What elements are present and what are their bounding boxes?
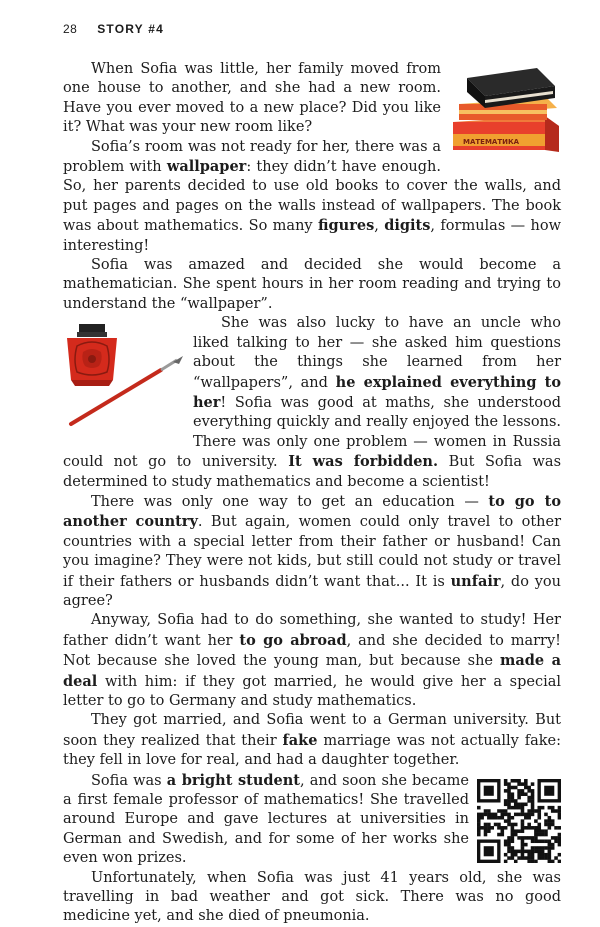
qr-module (521, 812, 525, 816)
qr-module (477, 816, 481, 820)
qr-module (511, 792, 515, 796)
qr-module (524, 785, 528, 789)
qr-module (521, 822, 525, 826)
paragraph-8: Sofia was a bright student, and soon she became a first female professor of mathematics! She travelled around Europe and gave lectures at universities in German and Swedish, and for some of her works she even won prizes. (63, 771, 469, 867)
qr-module (497, 822, 501, 826)
qr-module (514, 853, 518, 857)
paragraph-9: Unfortunately, when Sofia was just 41 years old, she was travelling in bad weather and got sick. There was no good medicine yet, and she died of pneumonia. (63, 869, 561, 925)
qr-module (511, 829, 515, 833)
qr-module (517, 795, 521, 799)
qr-module (521, 819, 525, 823)
qr-module (524, 792, 528, 796)
qr-module (521, 782, 525, 786)
paragraph-3: Sofia was amazed and decided she would become a mathematician. She spent hours in her room reading and trying to understand the “wallpaper”. (63, 257, 561, 312)
paragraph-7: They got married, and Sofia went to a German university. But soon they realized that their fake marriage was not actually fake: they fell in love for real, and had a daughter together. (63, 712, 561, 769)
qr-module (537, 856, 541, 860)
qr-module (527, 795, 531, 799)
qr-module (541, 849, 545, 853)
qr-module (521, 802, 525, 806)
qr-module (527, 816, 531, 820)
qr-module (551, 806, 555, 810)
qr-module (477, 829, 481, 833)
inkwell-quill-icon (63, 320, 185, 432)
qr-module (531, 836, 535, 840)
qr-module (527, 822, 531, 826)
qr-module (548, 816, 552, 820)
paragraph-6: Anyway, Sofia had to do something, she wanted to study! Her father didn’t want her to go abroad, and she decided to marry! Not because she loved the young man, but because she made a deal with him: if they got married, he would give her a special letter to go to Germany and study mathematics. (63, 612, 562, 709)
qr-module (527, 853, 531, 857)
qr-module (531, 839, 535, 843)
qr-module (554, 836, 558, 840)
qr-module (524, 836, 528, 840)
qr-module (514, 849, 518, 853)
qr-module (531, 792, 535, 796)
qr-module (514, 802, 518, 806)
qr-module (521, 806, 525, 810)
page-header (63, 22, 164, 36)
qr-module (501, 809, 505, 813)
qr-module (537, 829, 541, 833)
qr-module (514, 812, 518, 816)
qr-module (504, 799, 508, 803)
qr-module (504, 802, 508, 806)
qr-module (531, 859, 535, 862)
qr-module (514, 806, 518, 810)
qr-module (558, 842, 561, 846)
qr-module (524, 779, 528, 783)
qr-module (507, 782, 511, 786)
qr-module (558, 839, 561, 843)
qr-module (514, 779, 518, 783)
qr-module (517, 806, 521, 810)
qr-module (490, 816, 494, 820)
qr-module (537, 832, 541, 836)
qr-module (507, 799, 511, 803)
qr-module (551, 846, 555, 850)
qr-module (537, 822, 541, 826)
qr-module (507, 819, 511, 823)
qr-module (521, 789, 525, 793)
qr-module (504, 819, 508, 823)
qr-module (527, 859, 531, 862)
qr-module (521, 842, 525, 846)
qr-module (521, 839, 525, 843)
qr-module (517, 782, 521, 786)
qr-module (524, 782, 528, 786)
qr-module (527, 856, 531, 860)
qr-module (537, 816, 541, 820)
qr-module (531, 802, 535, 806)
qr-module (548, 853, 552, 857)
book-label: МАТЕМАТИКА (463, 138, 520, 146)
qr-module (544, 839, 548, 843)
qr-module (521, 856, 525, 860)
qr-module (531, 826, 535, 830)
qr-module (544, 812, 548, 816)
qr-module (504, 853, 508, 857)
qr-module (531, 853, 535, 857)
qr-module (487, 816, 491, 820)
qr-module (507, 789, 511, 793)
qr-module (554, 826, 558, 830)
qr-module (484, 809, 488, 813)
qr-module (477, 822, 481, 826)
qr-module (504, 782, 508, 786)
qr-module (537, 826, 541, 830)
qr-module (524, 816, 528, 820)
qr-module (524, 812, 528, 816)
qr-module (507, 842, 511, 846)
qr-module (554, 856, 558, 860)
qr-module (494, 822, 498, 826)
qr-module (544, 856, 548, 860)
qr-module (517, 802, 521, 806)
qr-module (537, 849, 541, 853)
story-label: STORY #4 (97, 22, 164, 36)
qr-module (511, 832, 515, 836)
qr-module (507, 806, 511, 810)
qr-module (537, 812, 541, 816)
qr-module (490, 812, 494, 816)
qr-module (511, 816, 515, 820)
qr-module (511, 853, 515, 857)
qr-module (504, 779, 508, 783)
qr-module (544, 832, 548, 836)
qr-module (548, 826, 552, 830)
qr-module (558, 853, 561, 857)
qr-module (487, 829, 491, 833)
qr-module (558, 812, 561, 816)
qr-module (534, 859, 538, 862)
qr-module (517, 856, 521, 860)
qr-module (494, 812, 498, 816)
qr-module (517, 789, 521, 793)
qr-module (548, 842, 552, 846)
qr-module (484, 826, 488, 830)
qr-module (501, 829, 505, 833)
qr-module (507, 816, 511, 820)
qr-module (501, 812, 505, 816)
qr-module (511, 822, 515, 826)
qr-module (521, 846, 525, 850)
qr-module (507, 839, 511, 843)
qr-module (534, 839, 538, 843)
qr-module (501, 816, 505, 820)
qr-module (507, 795, 511, 799)
qr-module (517, 836, 521, 840)
qr-module (521, 829, 525, 833)
qr-module (527, 789, 531, 793)
qr-module (534, 826, 538, 830)
qr-module (477, 826, 481, 830)
qr-module (554, 839, 558, 843)
qr-module (511, 785, 515, 789)
qr-module (551, 809, 555, 813)
qr-module (537, 853, 541, 857)
qr-module (531, 849, 535, 853)
qr-module (507, 849, 511, 853)
qr-module (514, 832, 518, 836)
qr-module (548, 859, 552, 862)
qr-module (511, 846, 515, 850)
qr-module (511, 779, 515, 783)
qr-module (494, 816, 498, 820)
qr-module (504, 809, 508, 813)
qr-module (534, 849, 538, 853)
qr-module (487, 826, 491, 830)
qr-module (541, 839, 545, 843)
qr-module (558, 859, 561, 862)
qr-module (531, 782, 535, 786)
qr-module (487, 822, 491, 826)
qr-module (477, 819, 481, 823)
qr-module (484, 822, 488, 826)
qr-module (537, 839, 541, 843)
qr-module (521, 792, 525, 796)
qr-module (544, 846, 548, 850)
qr-module (507, 802, 511, 806)
qr-module (551, 836, 555, 840)
qr-module (501, 826, 505, 830)
qr-module (537, 806, 541, 810)
qr-module (507, 812, 511, 816)
qr-module (524, 826, 528, 830)
qr-module (521, 849, 525, 853)
qr-module (521, 836, 525, 840)
qr-module (497, 832, 501, 836)
qr-module (527, 836, 531, 840)
qr-finder (484, 846, 494, 856)
qr-module (484, 812, 488, 816)
qr-module (534, 829, 538, 833)
qr-module (497, 809, 501, 813)
qr-module (531, 799, 535, 803)
qr-module (558, 809, 561, 813)
qr-module (507, 822, 511, 826)
qr-module (558, 826, 561, 830)
qr-module (531, 789, 535, 793)
qr-module (511, 836, 515, 840)
qr-module (548, 846, 552, 850)
qr-module (548, 856, 552, 860)
qr-module (480, 816, 484, 820)
qr-module (537, 846, 541, 850)
qr-module (511, 826, 515, 830)
qr-module (558, 832, 561, 836)
qr-module (548, 849, 552, 853)
qr-module (511, 839, 515, 843)
qr-module (527, 785, 531, 789)
qr-module (524, 849, 528, 853)
qr-module (517, 812, 521, 816)
qr-module (531, 812, 535, 816)
qr-module (541, 806, 545, 810)
qr-module (521, 809, 525, 813)
qr-module (501, 832, 505, 836)
qr-module (507, 846, 511, 850)
qr-module (551, 822, 555, 826)
qr-module (548, 806, 552, 810)
qr-module (497, 826, 501, 830)
qr-module (511, 856, 515, 860)
qr-module (517, 779, 521, 783)
qr-module (497, 816, 501, 820)
qr-module (541, 829, 545, 833)
qr-module (524, 842, 528, 846)
qr-module (544, 829, 548, 833)
qr-module (551, 819, 555, 823)
qr-module (524, 856, 528, 860)
qr-module (544, 853, 548, 857)
qr-module (514, 785, 518, 789)
paragraph-2: Sofia’s room was not ready for her, there was a problem with wallpaper: they didn’t have enough. So, her parents decided to use old books to cover the walls, and put pages and pages on the walls instead of wallpapers. The book was about mathematics. So many figures, digits, formulas — how interesting! (63, 138, 562, 254)
qr-module (541, 832, 545, 836)
qr-module (480, 826, 484, 830)
qr-module (548, 819, 552, 823)
qr-module (504, 859, 508, 862)
qr-module (558, 836, 561, 840)
qr-finder (484, 785, 494, 795)
paragraph-1: When Sofia was little, her family moved from one house to another, and she had a new room. Have you ever moved to a new place? Did you like it? What was your new room like? (63, 61, 441, 136)
qr-module (477, 812, 481, 816)
qr-module (517, 849, 521, 853)
qr-module (534, 836, 538, 840)
qr-module (521, 853, 525, 857)
paragraph-5: There was only one way to get an education — to go to another country. But again, women could only travel to other countries with a special letter from their father or husband! Can you imagine? They were not kids, but still could not study or travel if their fathers or husbands didn’t want that... It is unfair, do you agree? (63, 492, 562, 609)
qr-module (531, 795, 535, 799)
qr-module (504, 812, 508, 816)
qr-module (514, 799, 518, 803)
qr-module (511, 849, 515, 853)
qr-module (527, 849, 531, 853)
qr-module (477, 806, 481, 810)
qr-module (514, 822, 518, 826)
qr-module (511, 806, 515, 810)
qr-module (490, 826, 494, 830)
qr-module (507, 785, 511, 789)
qr-module (507, 792, 511, 796)
qr-module (527, 826, 531, 830)
qr-module (541, 846, 545, 850)
qr-module (504, 826, 508, 830)
paragraph-4: She was also lucky to have an uncle who liked talking to her — she asked him questions about the things she learned from her “wallpapers”, and he explained everything to her! Sofia was good at maths, she understood everything quickly and really enjoyed the lessons. There was only one problem — women in Russia could not go to university. It was forbidden. But Sofia was determined to study mathematics and become a scientist! (63, 315, 562, 490)
qr-module (487, 809, 491, 813)
qr-module (484, 832, 488, 836)
qr-module (531, 809, 535, 813)
qr-module (558, 816, 561, 820)
qr-module (551, 842, 555, 846)
qr-module (541, 853, 545, 857)
qr-module (534, 809, 538, 813)
qr-module (534, 819, 538, 823)
story-text (63, 60, 561, 927)
qr-code-icon[interactable] (477, 779, 561, 863)
qr-module (544, 819, 548, 823)
qr-module (527, 809, 531, 813)
qr-module (534, 832, 538, 836)
qr-module (487, 812, 491, 816)
qr-module (548, 822, 552, 826)
qr-module (531, 806, 535, 810)
qr-module (514, 829, 518, 833)
qr-module (558, 806, 561, 810)
qr-module (548, 839, 552, 843)
qr-module (521, 826, 525, 830)
qr-module (544, 822, 548, 826)
qr-module (531, 856, 535, 860)
qr-module (541, 856, 545, 860)
qr-module (507, 836, 511, 840)
qr-module (511, 799, 515, 803)
qr-module (534, 846, 538, 850)
qr-module (537, 809, 541, 813)
qr-module (514, 859, 518, 862)
qr-module (511, 795, 515, 799)
books-stack-icon (449, 64, 561, 158)
qr-module (531, 846, 535, 850)
qr-module (527, 812, 531, 816)
qr-module (484, 829, 488, 833)
qr-module (504, 789, 508, 793)
qr-module (504, 839, 508, 843)
qr-module (551, 859, 555, 862)
qr-module (524, 802, 528, 806)
page-number: 28 (63, 22, 78, 36)
qr-module (504, 842, 508, 846)
qr-module (480, 812, 484, 816)
qr-module (507, 856, 511, 860)
qr-module (517, 829, 521, 833)
qr-module (527, 799, 531, 803)
qr-finder (544, 785, 554, 795)
qr-module (517, 792, 521, 796)
qr-module (554, 809, 558, 813)
qr-module (477, 832, 481, 836)
